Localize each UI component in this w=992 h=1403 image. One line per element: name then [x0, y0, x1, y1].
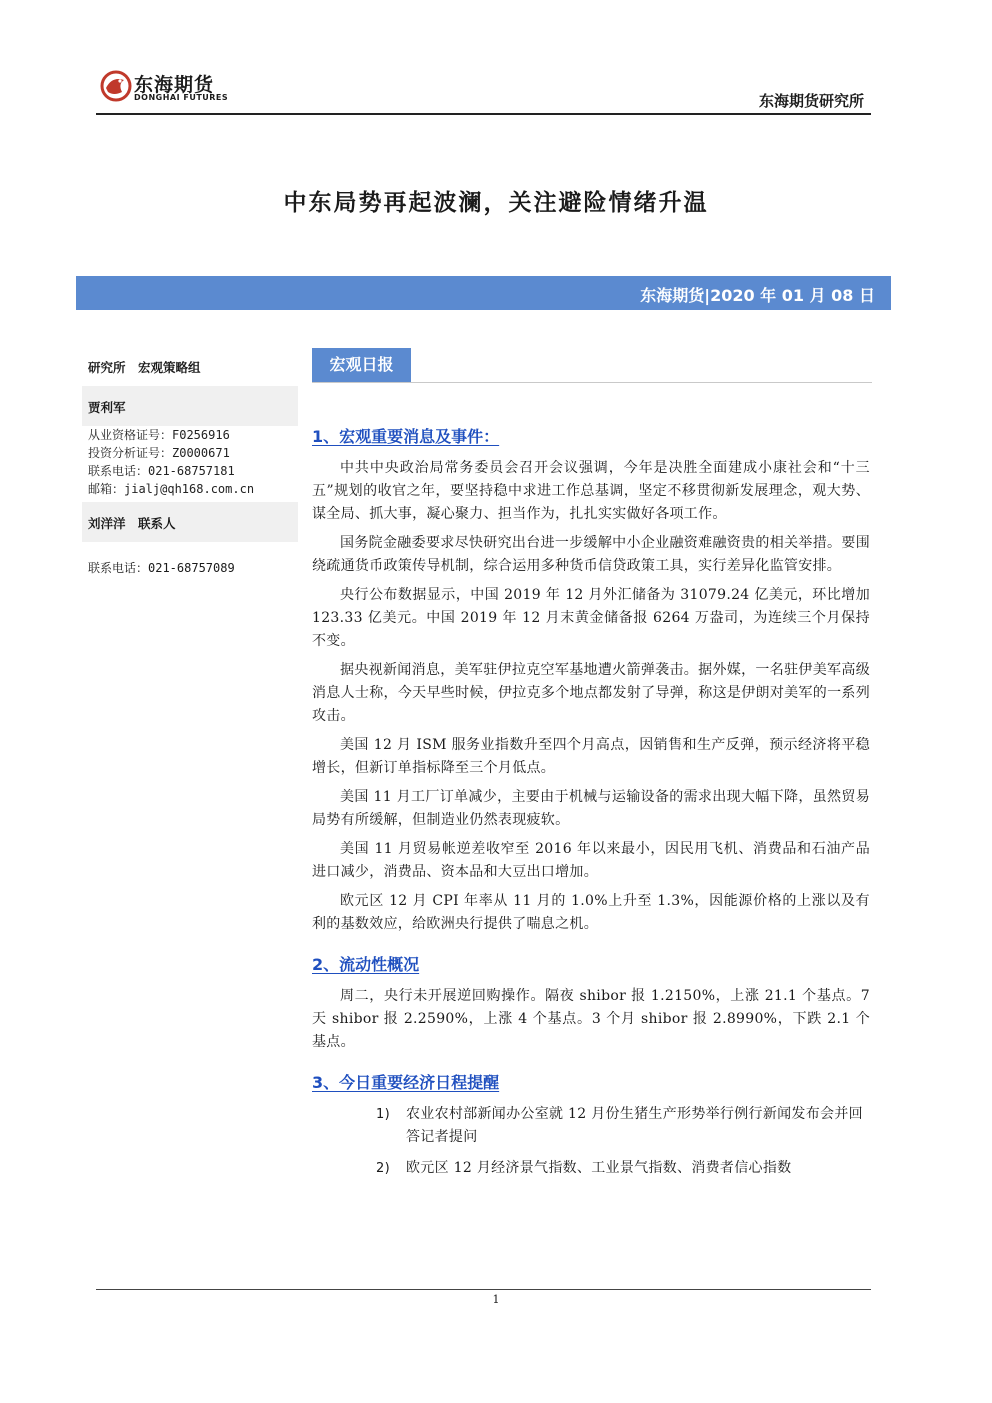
date-banner [76, 276, 891, 310]
section-title-liquidity[interactable]: 2、流动性概况 [312, 955, 420, 974]
list-text: 欧元区 12 月经济景气指数、工业景气指数、消费者信心指数 [406, 1160, 792, 1176]
analyst-contact [82, 426, 298, 498]
report-type-tag: 宏观日报 [312, 348, 411, 382]
phone-number: 联系电话：021-68757181 [88, 464, 235, 478]
email-address[interactable]: 邮箱：jialj@qh168.com.cn [88, 482, 255, 496]
paragraph: 美国 11 月工厂订单减少，主要由于机械与运输设备的需求出现大幅下降，虽然贸易局势有所缓解，但制造业仍然表现疲软。 [312, 789, 870, 828]
analysis-license-number: 投资分析证号：Z0000671 [88, 446, 230, 460]
paragraph: 国务院金融委要求尽快研究出台进一步缓解中小企业融资难融资贵的相关举措。要围绕疏通货币政策传导机制，综合运用多种货币信贷政策工具，实行差异化监管安排。 [312, 535, 870, 574]
section-title-events[interactable]: 1、宏观重要消息及事件： [312, 427, 500, 446]
contact-phone: 联系电话：021-68757089 [88, 561, 235, 575]
paragraph: 据央视新闻消息，美军驻伊拉克空军基地遭火箭弹袭击。据外媒，一名驻伊美军高级消息人士称，今天早些时候，伊拉克多个地点都发射了导弹，称这是伊朗对美军的一系列攻击。 [312, 662, 870, 724]
paragraph: 欧元区 12 月 CPI 年率从 11 月的 1.0%上升至 1.3%，因能源价格的上涨以及有利的基数效应，给欧洲央行提供了喘息之机。 [312, 893, 870, 932]
header-divider [96, 113, 871, 115]
page-number: 1 [492, 1293, 500, 1306]
dragon-logo-icon [96, 66, 136, 106]
logo-chinese-text: 东海期货 [134, 74, 215, 96]
institute-name: 东海期货研究所 [758, 92, 864, 110]
contact-person-name: 刘洋洋 联系人 [82, 502, 298, 542]
logo-english-text: DONGHAI FUTURES [134, 93, 229, 102]
report-title: 中东局势再起波澜，关注避险情绪升温 [283, 190, 709, 216]
section-title-calendar[interactable]: 3、今日重要经济日程提醒 [312, 1073, 500, 1092]
paragraph: 周二，央行未开展逆回购操作。隔夜 shibor 报 1.2150%，上涨 21.1 个基点。7 天 shibor 报 2.2590%，上涨 4 个基点。3 个月 shibor 报 2.8990%，下跌 2.1 个基点。 [312, 988, 870, 1050]
footer-divider [96, 1289, 871, 1290]
tag-underline [312, 382, 872, 383]
list-number: 1) [376, 1107, 390, 1122]
paragraph: 央行公布数据显示，中国 2019 年 12 月外汇储备为 31079.24 亿美元，环比增加 123.33 亿美元。中国 2019 年 12 月末黄金储备报 6264 万盎司，为连续三个月保持不变。 [312, 587, 870, 649]
list-item [312, 1157, 870, 1180]
analyst-sidebar [82, 350, 298, 576]
report-body [312, 424, 870, 1188]
company-logo [96, 66, 236, 106]
list-text: 农业农村部新闻办公室就 12 月份生猪生产形势举行例行新闻发布会并回答记者提问 [406, 1106, 863, 1145]
list-number: 2) [376, 1161, 390, 1176]
analyst-name: 贾利军 [82, 386, 298, 426]
paragraph: 美国 11 月贸易帐逆差收窄至 2016 年以来最小，因民用飞机、消费品和石油产品进口减少，消费品、资本品和大豆出口增加。 [312, 841, 870, 880]
license-number: 从业资格证号：F0256916 [88, 428, 230, 442]
paragraph: 中共中央政治局常务委员会召开会议强调，今年是决胜全面建成小康社会和“十三五”规划的收官之年，要坚持稳中求进工作总基调，坚定不移贯彻新发展理念，观大势、谋全局、抓大事，凝心聚力、担当作为，扎扎实实做好各项工作。 [312, 460, 870, 522]
report-date: 东海期货|2020 年 01 月 08 日 [640, 286, 875, 305]
list-item [312, 1103, 870, 1149]
paragraph: 美国 12 月 ISM 服务业指数升至四个月高点，因销售和生产反弹，预示经济将平稳增长，但新订单指标降至三个月低点。 [312, 737, 870, 776]
department-label: 研究所 宏观策略组 [88, 360, 201, 375]
